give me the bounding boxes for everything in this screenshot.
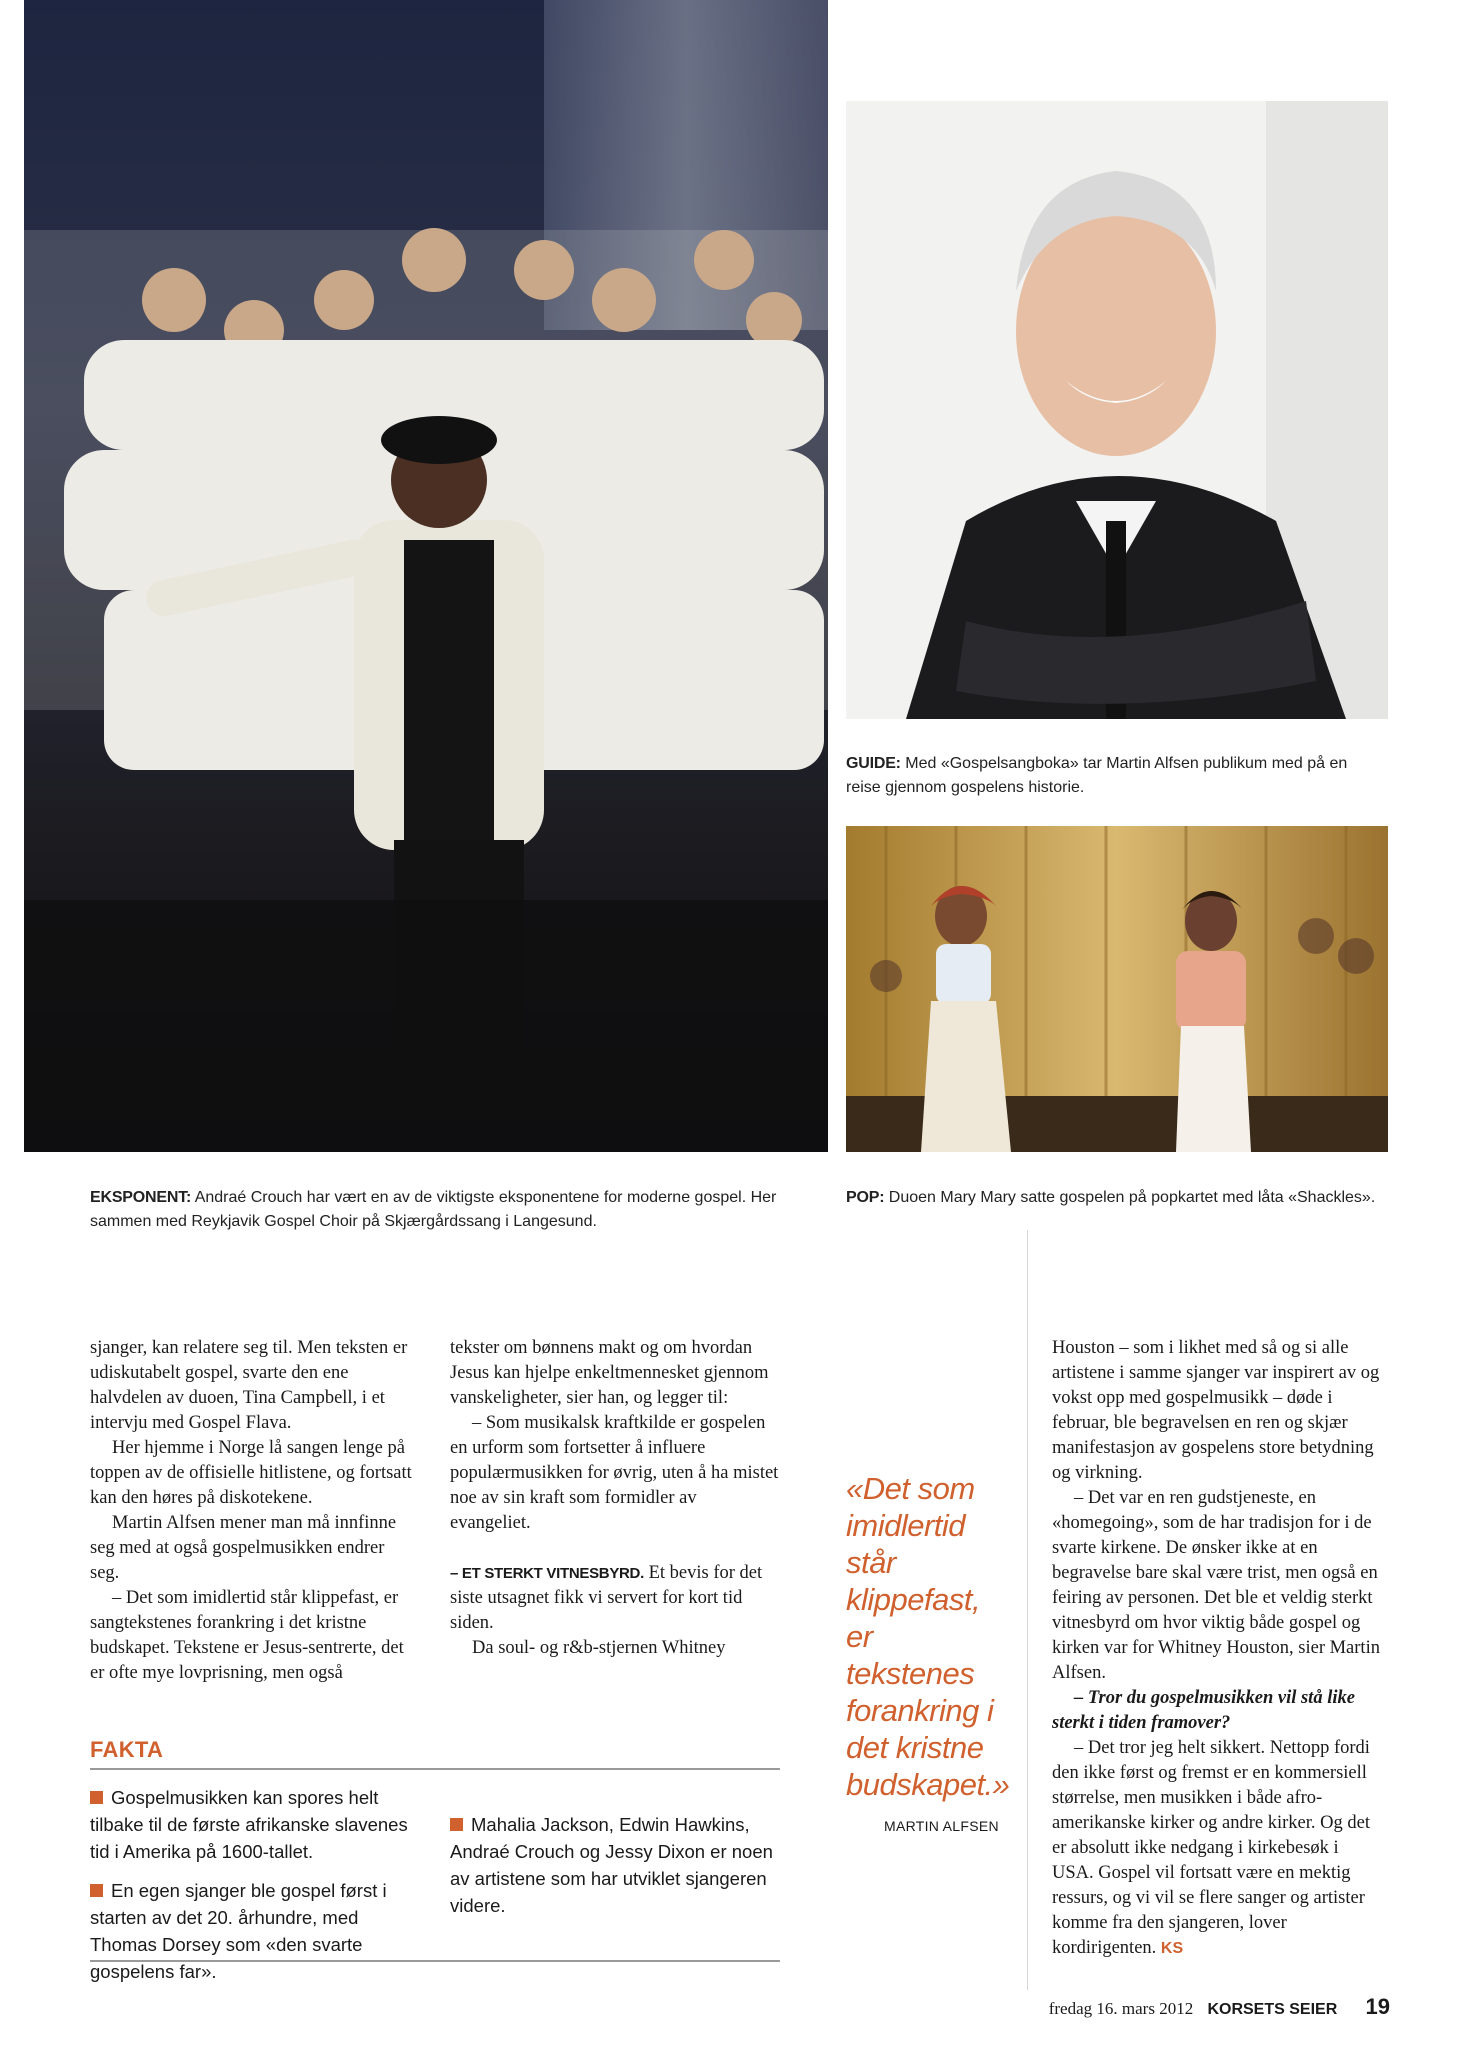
bullet-square-icon [90, 1791, 103, 1804]
caption-pop-text: Duoen Mary Mary satte gospelen på popkartet med låta «Shackles». [888, 1189, 1376, 1206]
page-number: 19 [1365, 1994, 1390, 2019]
caption-pop [846, 1186, 1386, 1210]
col4-paragraph-1: Houston – som i likhet med så og si alle artistene i samme sjanger var inspirert av og vokst opp med gospelmusikk – døde i februar, ble begravelsen en ren og skjær manifestasjon av gospelens store betydning og virkning. [1052, 1338, 1380, 1483]
fakta-item-3 [450, 1811, 780, 1919]
author-signature: KS [1160, 1940, 1184, 1957]
fakta-item-1 [90, 1784, 422, 1865]
column-divider [1027, 1230, 1028, 1990]
col1-paragraph-4: – Det som imidlertid står klippefast, er sangtekstenes forankring i det kristne budskapet. Tekstene er Jesus-sentrerte, det er ofte mye lovprisning, men også [90, 1588, 404, 1683]
bullet-square-icon [90, 1884, 103, 1897]
caption-pop-label: POP: [846, 1189, 885, 1206]
fakta-item-2 [90, 1877, 422, 1985]
fakta-item-2-text: En egen sjanger ble gospel først i starten av det 20. århundre, med Thomas Dorsey som «den svarte gospelens far». [90, 1880, 387, 1982]
bullet-square-icon [450, 1818, 463, 1831]
article-column-1 [90, 1336, 416, 1686]
page-footer [1030, 1994, 1390, 2020]
col2-paragraph-3: Et bevis for det siste utsagnet fikk vi servert for kort tid siden. [450, 1563, 763, 1633]
caption-guide [846, 752, 1386, 800]
caption-main-label: EKSPONENT: [90, 1189, 192, 1206]
fakta-item-1-text: Gospelmusikken kan spores helt tilbake til de første afrikanske slavenes tid i Amerika på 1600-tallet. [90, 1787, 408, 1862]
col2-subheading: – ET STERKT VITNESBYRD. [450, 1565, 644, 1582]
col4-question: – Tror du gospelmusikken vil stå like sterkt i tiden framover? [1052, 1688, 1355, 1733]
fakta-title: FAKTA [90, 1737, 164, 1762]
col2-paragraph-2: – Som musikalsk kraftkilde er gospelen en urform som fortsetter å influere populærmusikken for øvrig, uten å ha mistet noe av sin kraft som formidler av evangeliet. [450, 1413, 779, 1533]
col2-paragraph-1: tekster om bønnens makt og om hvordan Jesus kan hjelpe enkeltmennesket gjennom vanskeligheter, sier han, og legger til: [450, 1338, 769, 1408]
col2-subhead-paragraph [450, 1561, 780, 1636]
col1-paragraph-2: Her hjemme i Norge lå sangen lenge på toppen av de offisielle hitlistene, og fortsatt kan den høres på diskotekene. [90, 1438, 412, 1508]
fakta-bottom-rule [90, 1960, 780, 1962]
fakta-column-2 [450, 1811, 780, 1931]
article-column-4 [1052, 1336, 1384, 1961]
footer-date: fredag 16. mars 2012 [1048, 1999, 1194, 2018]
article-column-2 [450, 1336, 780, 1661]
col4-paragraph-3-wrap [1052, 1736, 1384, 1961]
photo-main [24, 0, 828, 1152]
caption-guide-label: GUIDE: [846, 755, 901, 772]
footer-paper-name: KORSETS SEIER [1207, 2001, 1338, 2018]
col2-paragraph-4: Da soul- og r&b-stjernen Whitney [472, 1638, 726, 1658]
pull-quote-source: MARTIN ALFSEN [884, 1818, 999, 1834]
fakta-top-rule [90, 1768, 780, 1770]
fakta-item-3-text: Mahalia Jackson, Edwin Hawkins, Andraé Crouch og Jessy Dixon er noen av artistene som har utviklet sjangeren videre. [450, 1814, 773, 1916]
caption-main-text: Andraé Crouch har vært en av de viktigste eksponentene for moderne gospel. Her sammen med Reykjavik Gospel Choir på Skjærgårdssang i Langesund. [90, 1189, 777, 1230]
col1-paragraph-3: Martin Alfsen mener man må innfinne seg med at også gospelmusikken endrer seg. [90, 1513, 397, 1583]
col1-paragraph-1: sjanger, kan relatere seg til. Men teksten er udiskutabelt gospel, svarte den ene halvdelen av duoen, Tina Campbell, i et intervju med Gospel Flava. [90, 1338, 408, 1433]
fakta-column-1 [90, 1784, 422, 1997]
col4-paragraph-3: – Det tror jeg helt sikkert. Nettopp fordi den ikke først og fremst er en kommersiell størrelse, men musikken i både afro-amerikanske kirker og andre kirker. Og det er absolutt ikke nedgang i kirkebesøk i USA. Gospel vil fortsatt være en mektig ressurs, og vi vil se flere sanger og artister komme fra den sjangeren, lover kordirigenten. [1052, 1738, 1370, 1958]
caption-guide-text: Med «Gospelsangboka» tar Martin Alfsen publikum med på en reise gjennom gospelens historie. [846, 755, 1348, 796]
photo-duo [846, 826, 1388, 1152]
photo-portrait [846, 101, 1388, 719]
caption-main [90, 1186, 790, 1234]
pull-quote: «Det som imidlertid står klippefast, er tekstenes forankring i det kristne budskapet.» [846, 1471, 1010, 1802]
col4-paragraph-2: – Det var en ren gudstjeneste, en «homegoing», som de har tradisjon for i de svarte kirkene. De ønsker ikke at en begravelse bare skal være trist, men også en feiring av personen. Det ble et veldig sterkt vitnesbyrd om hvor viktig både gospel og kirken var for Whitney Houston, sier Martin Alfsen. [1052, 1488, 1380, 1683]
